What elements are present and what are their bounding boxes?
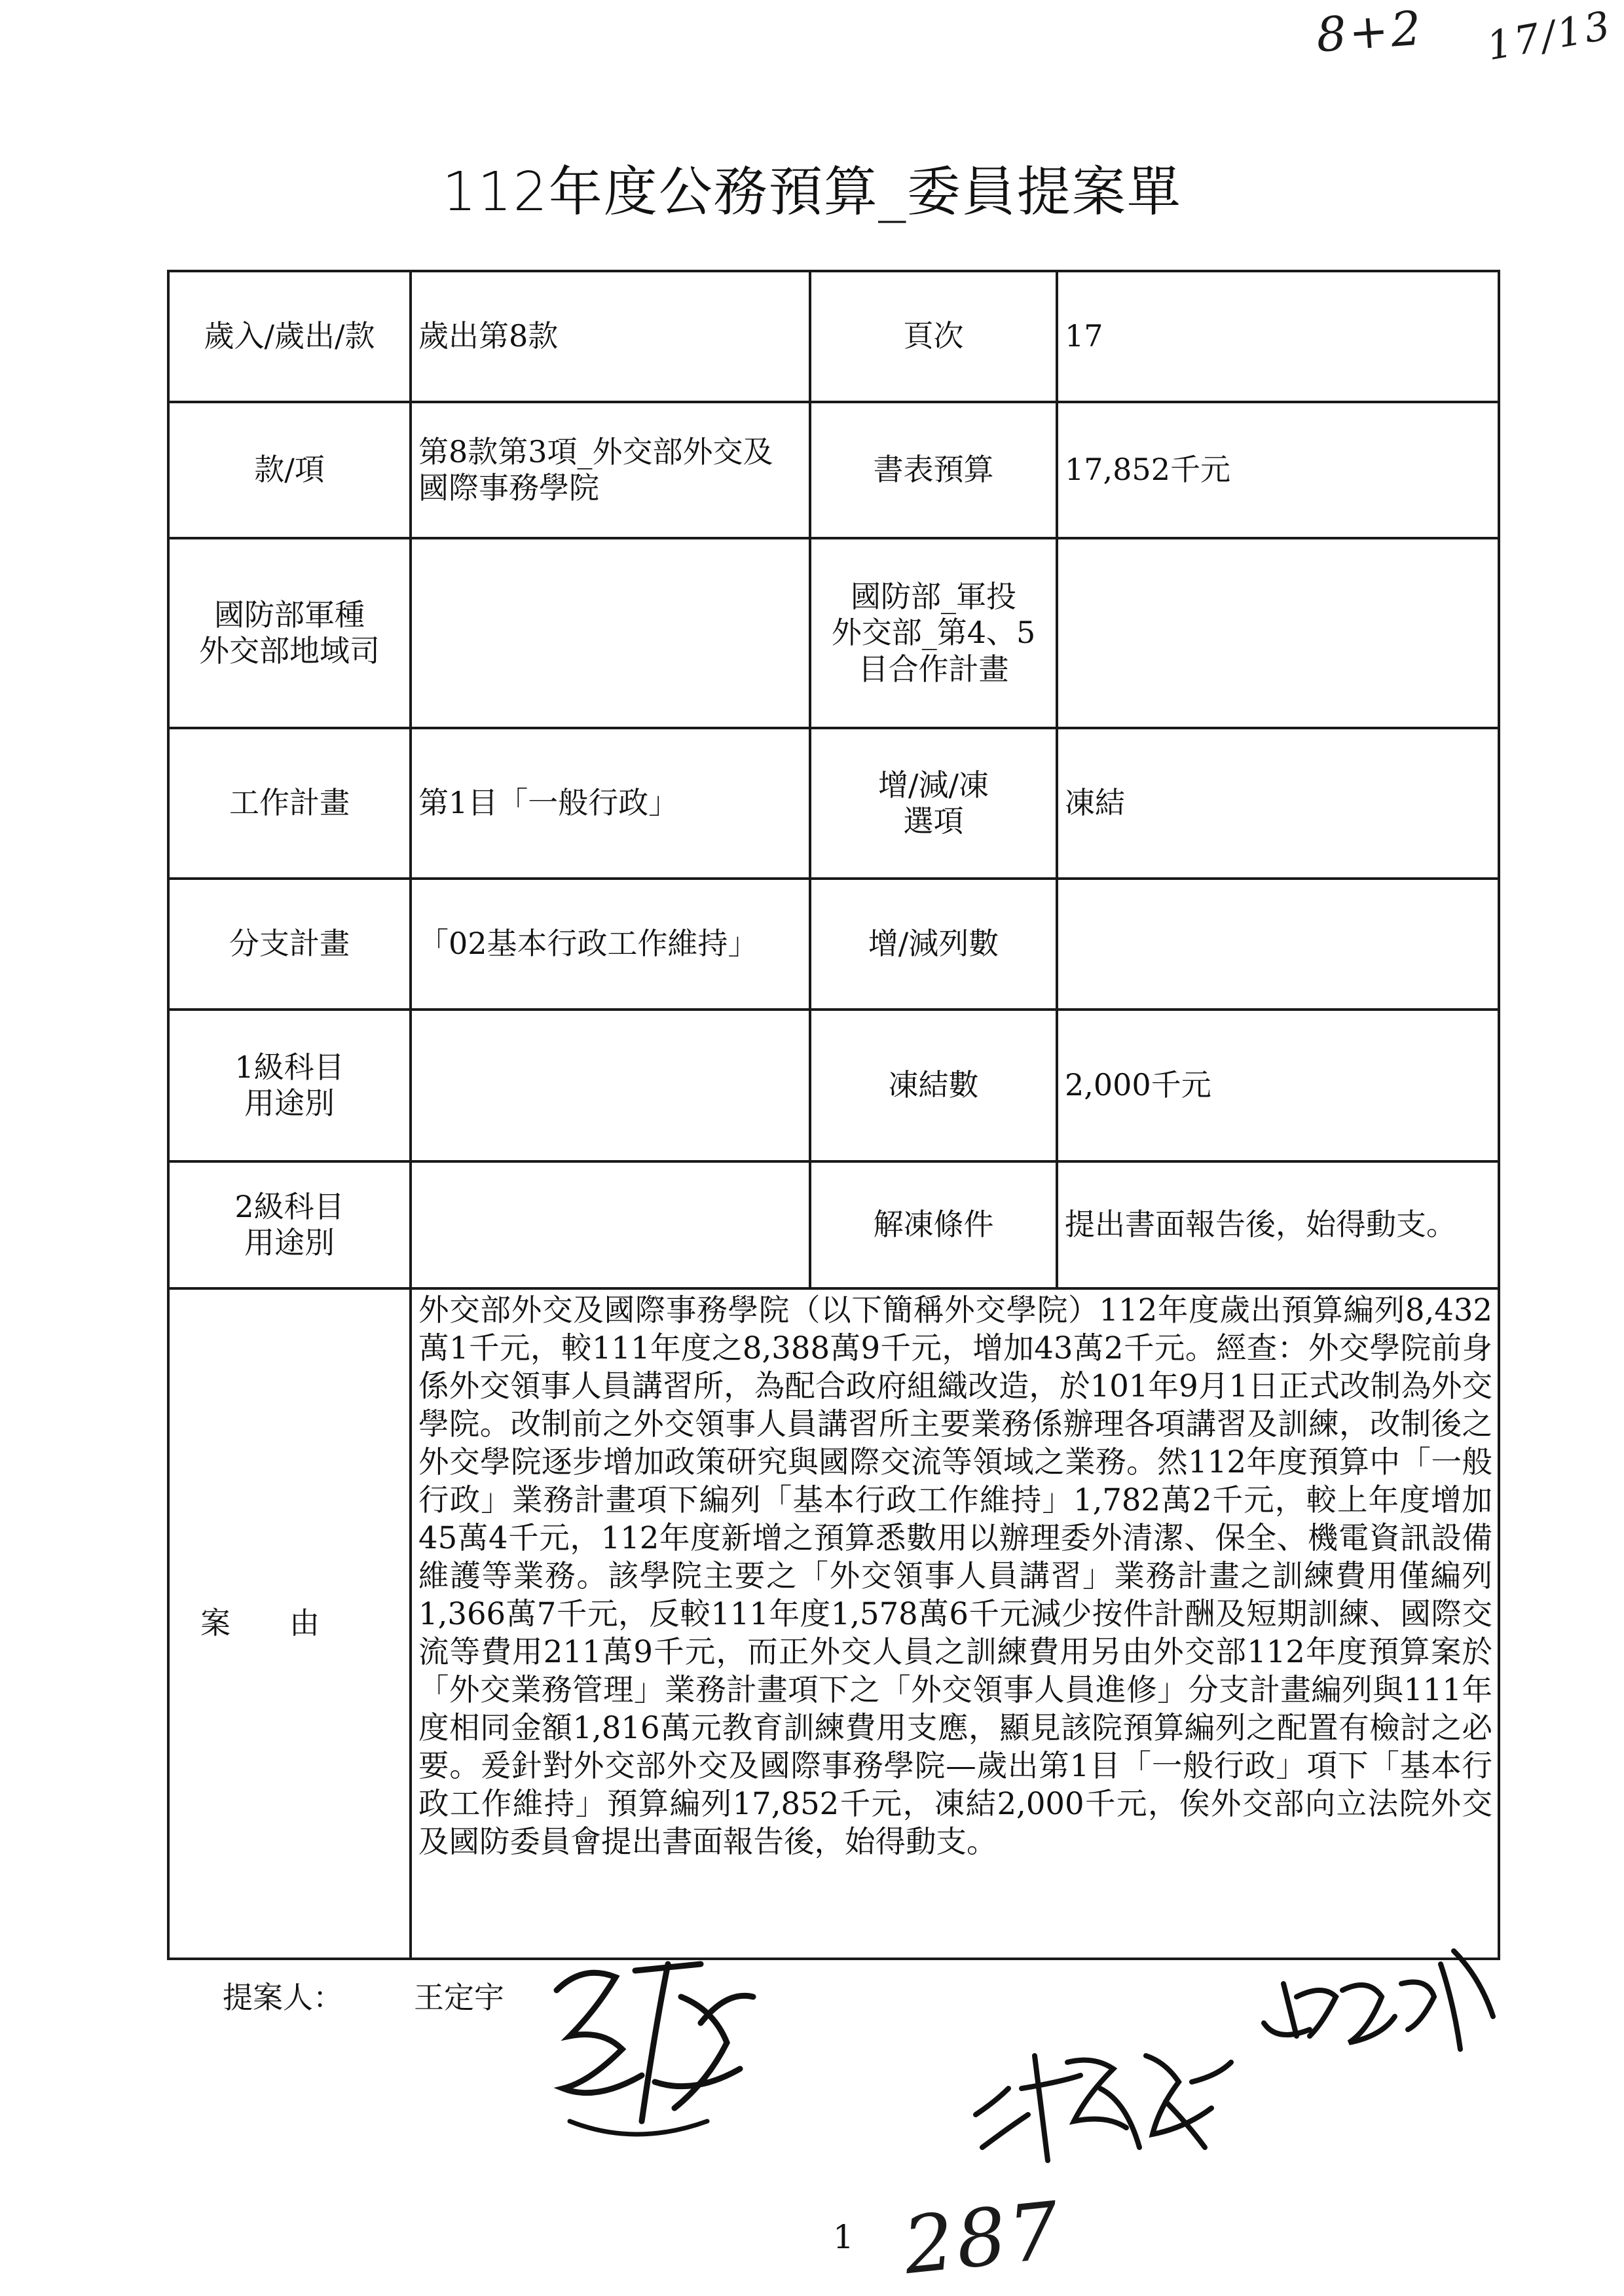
page-number: 1 xyxy=(833,2218,854,2256)
proposal-form-table xyxy=(167,270,1500,1960)
value-level2-subject xyxy=(411,1161,810,1288)
value-department xyxy=(411,538,810,728)
signature-1 xyxy=(544,1951,779,2160)
value-page: 17 xyxy=(1057,271,1499,402)
label-page: 頁次 xyxy=(810,271,1057,402)
form-row-work-plan xyxy=(168,728,1499,879)
label-unfreeze-condition: 解凍條件 xyxy=(810,1161,1057,1288)
form-row-budget-type xyxy=(168,271,1499,402)
label-budget-amount: 書表預算 xyxy=(810,402,1057,538)
value-frozen-amount: 2,000千元 xyxy=(1057,1010,1499,1161)
signature-3 xyxy=(1257,1938,1506,2069)
label-level1-subject: 1級科目 用途別 xyxy=(168,1010,411,1161)
value-branch-plan: 「02基本行政工作維持」 xyxy=(411,879,810,1010)
value-budget-type: 歲出第8款 xyxy=(411,271,810,402)
form-row-department xyxy=(168,538,1499,728)
label-work-plan: 工作計畫 xyxy=(168,728,411,879)
proposer-name: 王定宇 xyxy=(414,1980,504,2015)
label-adjust-option: 增/減/凍 選項 xyxy=(810,728,1057,879)
label-budget-type: 歲入/歲出/款 xyxy=(168,271,411,402)
value-section: 第8款第3項_外交部外交及國際事務學院 xyxy=(411,402,810,538)
form-row-level1-subject xyxy=(168,1010,1499,1161)
label-cooperation-plan: 國防部_軍投 外交部_第4、5 目合作計畫 xyxy=(810,538,1057,728)
signature-2 xyxy=(969,2016,1244,2167)
value-budget-amount: 17,852千元 xyxy=(1057,402,1499,538)
form-row-section xyxy=(168,402,1499,538)
label-department: 國防部軍種 外交部地域司 xyxy=(168,538,411,728)
label-level2-subject: 2級科目 用途別 xyxy=(168,1161,411,1288)
form-row-level2-subject xyxy=(168,1161,1499,1288)
form-row-branch-plan xyxy=(168,879,1499,1010)
reason-text: 外交部外交及國際事務學院（以下簡稱外交學院）112年度歲出預算編列8,432萬1千元，較111年度之8,388萬9千元，增加43萬2千元。經查：外交學院前身係外交領事人員講習所，為配合政府組織改造，於101年9月1日正式改制為外交學院。改制前之外交領事人員講習所主要業務係辦理各項講習及訓練，改制後之外交學院逐步增加政策研究與國際交流等領域之業務。然112年度預算中「一般行政」業務計畫項下編列「基本行政工作維持」1,782萬2千元，較上年度增加45萬4千元，112年度新增之預算悉數用以辦理委外清潔、保全、機電資訊設備維護等業務。該學院主要之「外交領事人員講習」業務計畫之訓練費用僅編列1,366萬7千元，反較111年度1,578萬6千元減少按件計酬及短期訓練、國際交流等費用211萬9千元，而正外交人員之訓練費用另由外交部112年度預算案於「外交業務管理」業務計畫項下之「外交領事人員進修」分支計畫編列與111年度相同金額1,816萬元教育訓練費用支應，顯見該院預算編列之配置有檢討之必要。爰針對外交部外交及國際事務學院—歲出第1目「一般行政」項下「基本行政工作維持」預算編列17,852千元，凍結2,000千元，俟外交部向立法院外交及國防委員會提出書面報告後，始得動支。 xyxy=(411,1288,1499,1959)
value-adjust-option: 凍結 xyxy=(1057,728,1499,879)
label-reason-text: 案由 xyxy=(200,1605,378,1641)
document-title: 112年度公務預算_委員提案單 xyxy=(442,161,1182,223)
label-adjust-amount: 增/減列數 xyxy=(810,879,1057,1010)
value-cooperation-plan xyxy=(1057,538,1499,728)
handwritten-page-number: 287 xyxy=(899,2185,1066,2293)
label-branch-plan: 分支計畫 xyxy=(168,879,411,1010)
label-section: 款/項 xyxy=(168,402,411,538)
handwritten-corner-note: 8+2 xyxy=(1314,0,1426,63)
value-unfreeze-condition: 提出書面報告後，始得動支。 xyxy=(1057,1161,1499,1288)
form-row-reason xyxy=(168,1288,1499,1959)
label-frozen-amount: 凍結數 xyxy=(810,1010,1057,1161)
value-work-plan: 第1目「一般行政」 xyxy=(411,728,810,879)
handwritten-corner-fraction: 17/13 xyxy=(1483,2,1616,70)
proposer-label: 提案人： xyxy=(223,1980,343,2015)
value-level1-subject xyxy=(411,1010,810,1161)
value-adjust-amount xyxy=(1057,879,1499,1010)
label-reason xyxy=(168,1288,411,1959)
